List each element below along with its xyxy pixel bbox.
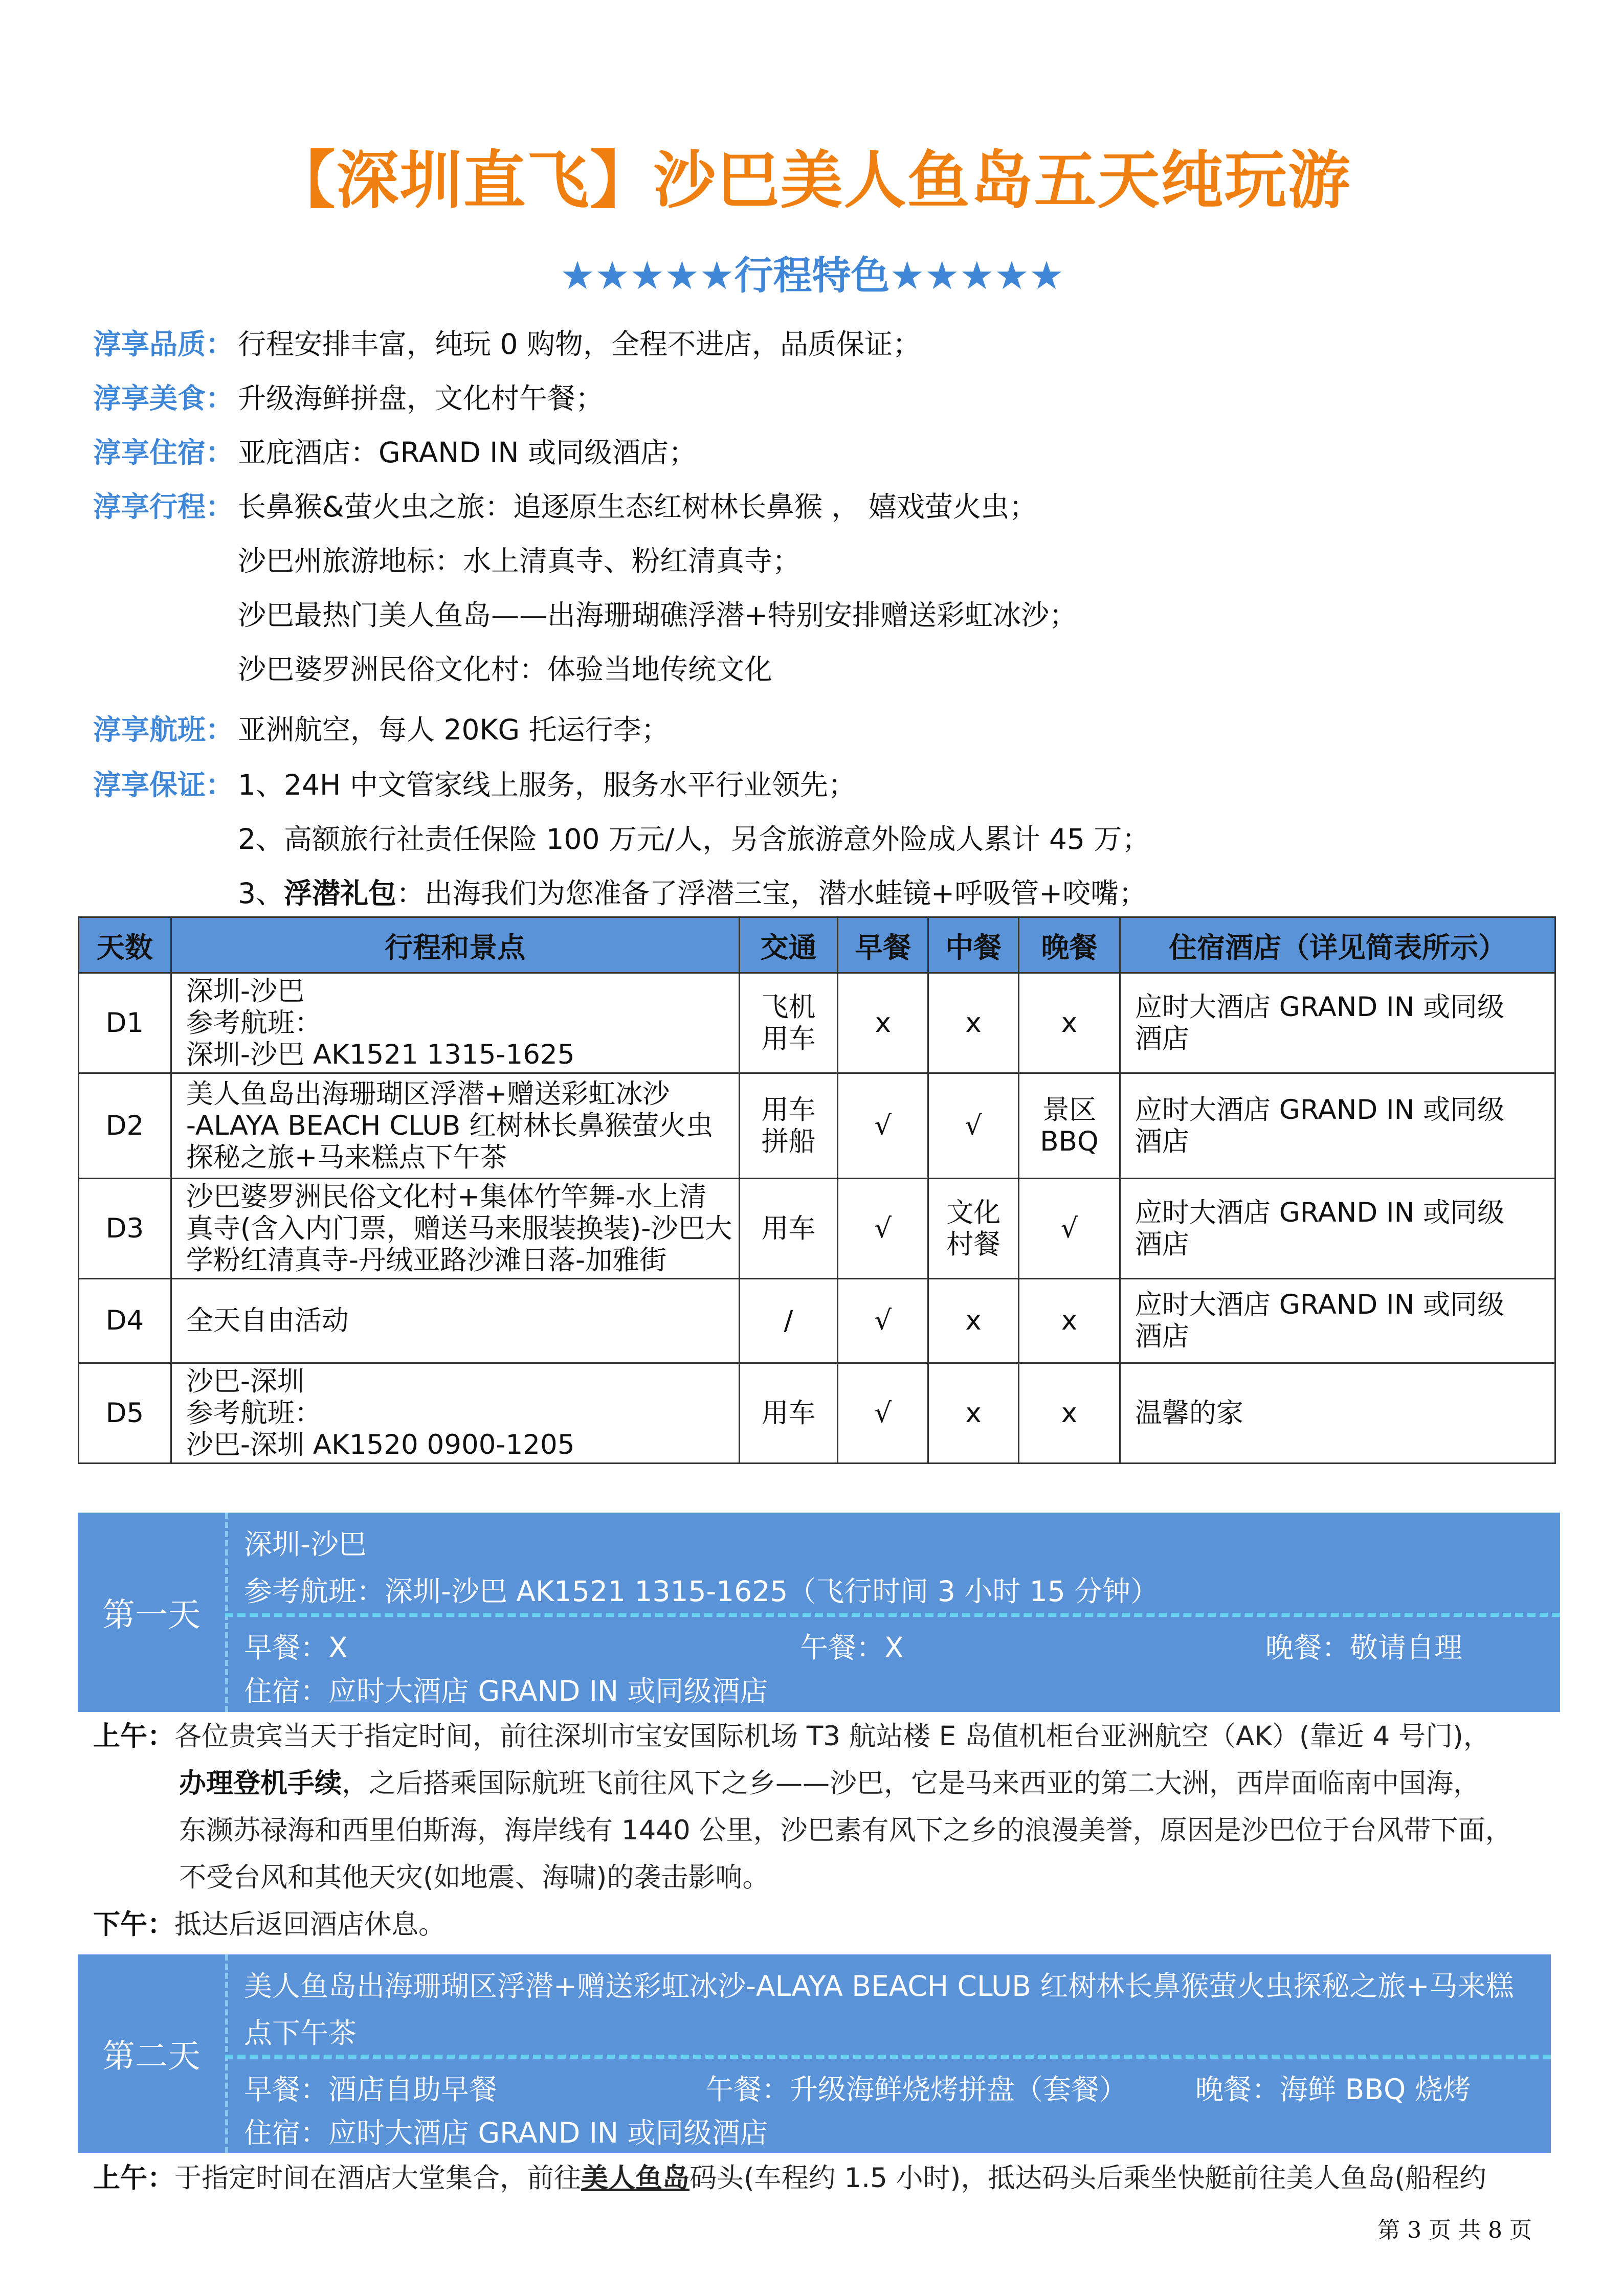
cell-line: x [965, 1007, 982, 1039]
cell-line: x [1061, 1007, 1078, 1039]
day1-route: 深圳-沙巴 [244, 1528, 367, 1561]
day-cell: D3 [79, 1179, 171, 1279]
transport-cell [739, 1179, 838, 1279]
cell-line: BBQ [1040, 1126, 1099, 1157]
day-cell: D5 [79, 1363, 171, 1464]
breakfast-cell [838, 1073, 928, 1179]
day2-hotel: 住宿：应时大酒店 GRAND IN 或同级酒店 [244, 2117, 768, 2149]
cell-line: 应时大酒店 GRAND IN 或同级 [1134, 1094, 1505, 1126]
cell-line: √ [874, 1110, 892, 1141]
am-label: 上午： [93, 2163, 174, 2194]
cell-line: 用车 [761, 1094, 816, 1126]
feature-text: 2、高额旅行社责任保险 100 万元/人，另含旅游意外险成人累计 45 万； [238, 823, 1150, 856]
page-footer: 第 3 页 共 8 页 [1377, 2217, 1532, 2243]
cell-line: 沙巴-深圳 AK1520 0900-1205 [186, 1429, 575, 1460]
route-cell [171, 973, 739, 1073]
header-transport: 交通 [739, 917, 838, 973]
transport-cell [739, 1073, 838, 1179]
lunch-cell [928, 1363, 1019, 1464]
cell-line: x [965, 1305, 982, 1336]
cell-line: 深圳-沙巴 AK1521 1315-1625 [186, 1039, 575, 1070]
feature-text: 1、24H 中文管家线上服务，服务水平行业领先； [238, 769, 856, 801]
feature-food [93, 380, 604, 416]
feature-hotel [93, 435, 697, 470]
lunch-cell [928, 1279, 1019, 1363]
hotel-cell [1120, 1073, 1555, 1179]
feature-quality [93, 326, 921, 362]
cell-line: x [965, 1397, 982, 1429]
hotel-cell [1120, 1279, 1555, 1363]
feature-guarantee [93, 767, 856, 803]
cell-line: 全天自由活动 [186, 1305, 349, 1336]
feature-label: 淳享美食： [93, 382, 234, 415]
cell-line: 学粉红清真寺-丹绒亚路沙滩日落-加雅街 [186, 1244, 667, 1276]
feature-itinerary-2 [93, 543, 800, 579]
cell-line: 探秘之旅+马来糕点下午茶 [186, 1141, 507, 1173]
am-line: 不受台风和其他天灾(如地震、海啸)的袭击影响。 [179, 1862, 770, 1893]
header-lunch: 中餐 [928, 917, 1019, 973]
day1-breakfast: 早餐：X [244, 1631, 348, 1664]
cell-line: 真寺(含入内门票，赠送马来服装换装)-沙巴大 [186, 1212, 732, 1244]
feature-text: 沙巴婆罗洲民俗文化村：体验当地传统文化 [238, 653, 773, 686]
table-row [79, 973, 1555, 1073]
day2-route: 美人鱼岛出海珊瑚区浮潜+赠送彩虹冰沙-ALAYA BEACH CLUB 红树林长鼻猴萤火虫探秘之旅+马来糕 [244, 1970, 1514, 2002]
lunch-cell [928, 973, 1019, 1073]
table-header-row [79, 917, 1555, 973]
feature-text: 沙巴最热门美人鱼岛——出海珊瑚礁浮潜+特别安排赠送彩虹冰沙； [238, 599, 1078, 632]
cell-line: 沙巴-深圳 [186, 1365, 304, 1397]
day1-flight: 参考航班：深圳-沙巴 AK1521 1315-1625（飞行时间 3 小时 15 分钟） [244, 1575, 1159, 1608]
header-breakfast: 早餐 [838, 917, 928, 973]
route-cell [171, 1179, 739, 1279]
feature-text: 行程安排丰富，纯玩 0 购物，全程不进店，品质保证； [238, 328, 921, 361]
feature-text: 亚庇酒店：GRAND IN 或同级酒店； [238, 436, 697, 469]
cell-line: -ALAYA BEACH CLUB 红树林长鼻猴萤火虫 [186, 1110, 714, 1141]
cell-line: 酒店 [1134, 1321, 1189, 1352]
pm-label: 下午： [93, 1909, 174, 1940]
table-row [79, 1363, 1555, 1464]
feature-text: 升级海鲜拼盘，文化村午餐； [238, 382, 604, 415]
day2-morning [93, 2155, 1566, 2202]
feature-label: 淳享品质： [93, 328, 234, 361]
day2-route-2: 点下午茶 [244, 2017, 357, 2050]
day2-dinner: 晚餐：海鲜 BBQ 烧烤 [1195, 2073, 1471, 2106]
feature-gift [93, 875, 1147, 911]
table-row [79, 1279, 1555, 1363]
cell-line: √ [874, 1212, 892, 1244]
am-line: 东濒苏禄海和西里伯斯海，海岸线有 1440 公里，沙巴素有风下之乡的浪漫美誉，原因是沙巴位于台风带下面， [179, 1815, 1512, 1846]
gift-prefix: 3、 [238, 877, 284, 910]
cell-line: 酒店 [1134, 1126, 1189, 1157]
day-cell: D2 [79, 1073, 171, 1179]
table-row [79, 1179, 1555, 1279]
cell-line: 飞机 [761, 991, 816, 1023]
cell-line: 用车 [761, 1212, 816, 1244]
page-title: 【深圳直飞】沙巴美人鱼岛五天纯玩游 [273, 144, 1351, 217]
feature-label: 淳享航班： [93, 713, 234, 746]
feature-label: 淳享保证： [93, 769, 234, 801]
gift-text: ：出海我们为您准备了浮潜三宝，潜水蛙镜+呼吸管+咬嘴； [396, 877, 1147, 910]
cell-line: √ [1060, 1212, 1078, 1244]
route-cell [171, 1279, 739, 1363]
day-cell: D4 [79, 1279, 171, 1363]
cell-line: x [1061, 1397, 1078, 1429]
header-route: 行程和景点 [171, 917, 739, 973]
dinner-cell [1019, 973, 1120, 1073]
am-underlined: 美人鱼岛 [581, 2163, 689, 2194]
dinner-cell [1019, 1179, 1120, 1279]
am-line: 各位贵宾当天于指定时间，前往深圳市宝安国际机场 T3 航站楼 E 岛值机柜台亚洲航空（AK）(靠近 4 号门)， [174, 1721, 1490, 1752]
day1-dinner: 晚餐：敬请自理 [1265, 1631, 1463, 1664]
route-cell [171, 1073, 739, 1179]
cell-line: 应时大酒店 GRAND IN 或同级 [1134, 1289, 1505, 1320]
feature-text: 长鼻猴&萤火虫之旅：追逐原生态红树林长鼻猴 ， 嬉戏萤火虫； [238, 490, 1037, 523]
table-row [79, 1073, 1555, 1179]
header-hotel: 住宿酒店（详见简表所示） [1120, 917, 1555, 973]
feature-guarantee-2 [93, 821, 1150, 857]
day-cell: D1 [79, 973, 171, 1073]
feature-itinerary-4 [93, 651, 772, 687]
gift-bold: 浮潜礼包 [284, 877, 397, 910]
breakfast-cell [838, 973, 928, 1073]
day1-lunch: 午餐：X [800, 1631, 904, 1664]
cell-line: x [1061, 1305, 1078, 1336]
breakfast-cell [838, 1279, 928, 1363]
feature-text: 亚洲航空，每人 20KG 托运行李； [238, 713, 670, 746]
feature-itinerary [93, 489, 1037, 525]
am-text: 码头(车程约 1.5 小时)，抵达码头后乘坐快艇前往美人鱼岛(船程约 [689, 2163, 1487, 2194]
dinner-cell [1019, 1363, 1120, 1464]
lunch-cell [928, 1073, 1019, 1179]
feature-text: 沙巴州旅游地标：水上清真寺、粉红清真寺； [238, 545, 801, 577]
lunch-cell [928, 1179, 1019, 1279]
section-subtitle: ★★★★★行程特色★★★★★ [560, 253, 1064, 298]
cell-line: √ [874, 1305, 892, 1336]
cell-line: 酒店 [1134, 1023, 1189, 1054]
day2-breakfast: 早餐：酒店自助早餐 [244, 2073, 498, 2106]
cell-line: 参考航班： [186, 1007, 322, 1039]
cell-line: 用车 [761, 1397, 816, 1429]
feature-itinerary-3 [93, 597, 1077, 633]
breakfast-cell [838, 1363, 928, 1464]
cell-line: √ [874, 1397, 892, 1429]
feature-label: 淳享行程： [93, 490, 234, 523]
day2-banner [78, 1954, 1551, 2153]
cell-line: 拼船 [761, 1126, 816, 1157]
hotel-cell [1120, 973, 1555, 1073]
cell-line: 用车 [761, 1023, 816, 1054]
transport-cell [739, 1279, 838, 1363]
cell-line: 酒店 [1134, 1228, 1189, 1260]
pm-text: 抵达后返回酒店休息。 [174, 1909, 446, 1940]
am-label: 上午： [93, 1721, 174, 1752]
day2-lunch: 午餐：升级海鲜烧烤拼盘（套餐） [705, 2073, 1128, 2106]
am-text: 于指定时间在酒店大堂集合，前往 [174, 2163, 581, 2194]
feature-flight [93, 712, 670, 748]
am-bold: 办理登机手续 [179, 1768, 342, 1799]
feature-label: 淳享住宿： [93, 436, 234, 469]
cell-line: 文化 [946, 1197, 1001, 1228]
cell-line: x [875, 1007, 891, 1039]
cell-line: / [784, 1305, 793, 1336]
hotel-cell [1120, 1363, 1555, 1464]
day1-hotel: 住宿：应时大酒店 GRAND IN 或同级酒店 [244, 1675, 768, 1707]
cell-line: 村餐 [946, 1228, 1001, 1260]
transport-cell [739, 1363, 838, 1464]
route-cell [171, 1363, 739, 1464]
cell-line: √ [965, 1110, 982, 1141]
day1-label: 第一天 [102, 1596, 201, 1634]
header-day: 天数 [79, 917, 171, 973]
transport-cell [739, 973, 838, 1073]
cell-line: 景区 [1042, 1094, 1097, 1126]
hotel-cell [1120, 1179, 1555, 1279]
cell-line: 深圳-沙巴 [186, 975, 304, 1007]
day1-morning [93, 1713, 1566, 1948]
cell-line: 温馨的家 [1134, 1397, 1243, 1429]
dinner-cell [1019, 1279, 1120, 1363]
cell-line: 参考航班： [186, 1397, 322, 1429]
itinerary-table [78, 916, 1556, 1464]
day2-label: 第二天 [102, 2038, 201, 2076]
am-line: ，之后搭乘国际航班飞前往风下之乡——沙巴，它是马来西亚的第二大洲，西岸面临南中国海， [342, 1768, 1480, 1799]
cell-line: 美人鱼岛出海珊瑚区浮潜+赠送彩虹冰沙 [186, 1078, 670, 1110]
cell-line: 应时大酒店 GRAND IN 或同级 [1134, 991, 1505, 1023]
breakfast-cell [838, 1179, 928, 1279]
cell-line: 沙巴婆罗洲民俗文化村+集体竹竿舞-水上清 [186, 1181, 707, 1212]
cell-line: 应时大酒店 GRAND IN 或同级 [1134, 1197, 1505, 1228]
header-dinner: 晚餐 [1019, 917, 1120, 973]
day1-banner [78, 1513, 1560, 1712]
dinner-cell [1019, 1073, 1120, 1179]
